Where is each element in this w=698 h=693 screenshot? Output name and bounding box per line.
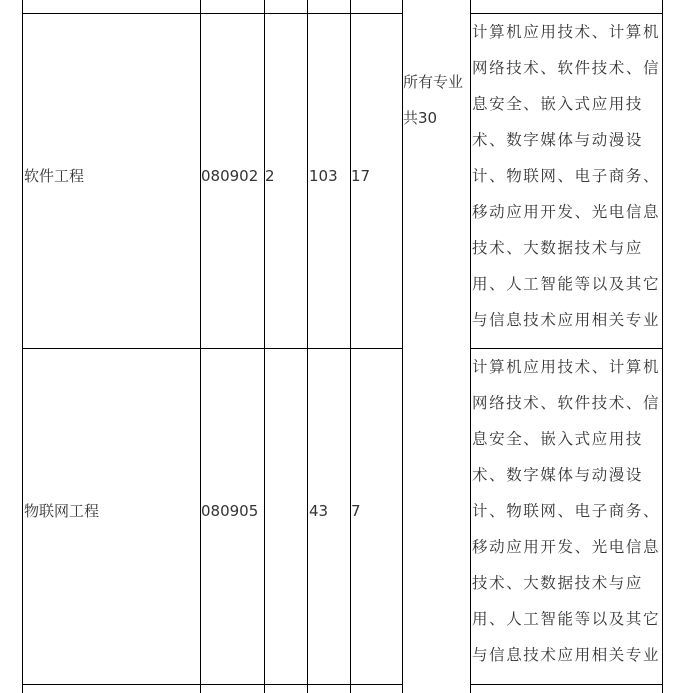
majors-line: 计、物联网、电子商务、 xyxy=(472,167,661,185)
eligible-majors xyxy=(472,14,662,338)
majors-line: 术、数字媒体与动漫设 xyxy=(472,131,644,149)
majors-line: 息安全、嵌入式应用技 xyxy=(472,95,644,113)
majors-line: 与信息技术应用相关专业 xyxy=(472,646,661,664)
majors-line: 术、数字媒体与动漫设 xyxy=(472,466,644,484)
majors-line: 技术、大数据技术与应 xyxy=(472,574,644,592)
grid-line xyxy=(200,0,201,693)
grid-line xyxy=(470,0,471,693)
grid-line xyxy=(662,0,663,693)
major-name: 物联网工程 xyxy=(24,502,100,520)
major-name: 软件工程 xyxy=(24,167,85,185)
cell-value: 7 xyxy=(351,502,361,520)
eligible-majors xyxy=(472,349,662,673)
majors-line: 网络技术、软件技术、信 xyxy=(472,59,661,77)
majors-line: 用、人工智能等以及其它 xyxy=(472,610,661,628)
majors-line: 息安全、嵌入式应用技 xyxy=(472,430,644,448)
cell-value: 17 xyxy=(351,167,371,185)
majors-line: 用、人工智能等以及其它 xyxy=(472,275,661,293)
majors-line: 移动应用开发、光电信息 xyxy=(472,203,661,221)
majors-line: 计、物联网、电子商务、 xyxy=(472,502,661,520)
note-line: 共30 xyxy=(403,109,438,127)
major-code: 080902 xyxy=(201,167,259,185)
grid-line xyxy=(22,13,403,14)
grid-line xyxy=(470,684,663,685)
cell-value: 43 xyxy=(309,502,329,520)
grid-line xyxy=(307,0,308,693)
grid-line xyxy=(22,684,403,685)
grid-line xyxy=(264,0,265,693)
major-code: 080905 xyxy=(201,502,259,520)
majors-line: 网络技术、软件技术、信 xyxy=(472,394,661,412)
grid-line xyxy=(22,348,403,349)
note-line: 所有专业 xyxy=(403,73,464,91)
majors-line: 技术、大数据技术与应 xyxy=(472,239,644,257)
majors-line: 移动应用开发、光电信息 xyxy=(472,538,661,556)
majors-line: 与信息技术应用相关专业 xyxy=(472,311,661,329)
majors-line: 计算机应用技术、计算机 xyxy=(472,358,661,376)
majors-line: 计算机应用技术、计算机 xyxy=(472,23,661,41)
grid-line xyxy=(22,0,23,693)
grid-line xyxy=(350,0,351,693)
cell-value: 103 xyxy=(309,167,338,185)
cell-value: 2 xyxy=(265,167,275,185)
